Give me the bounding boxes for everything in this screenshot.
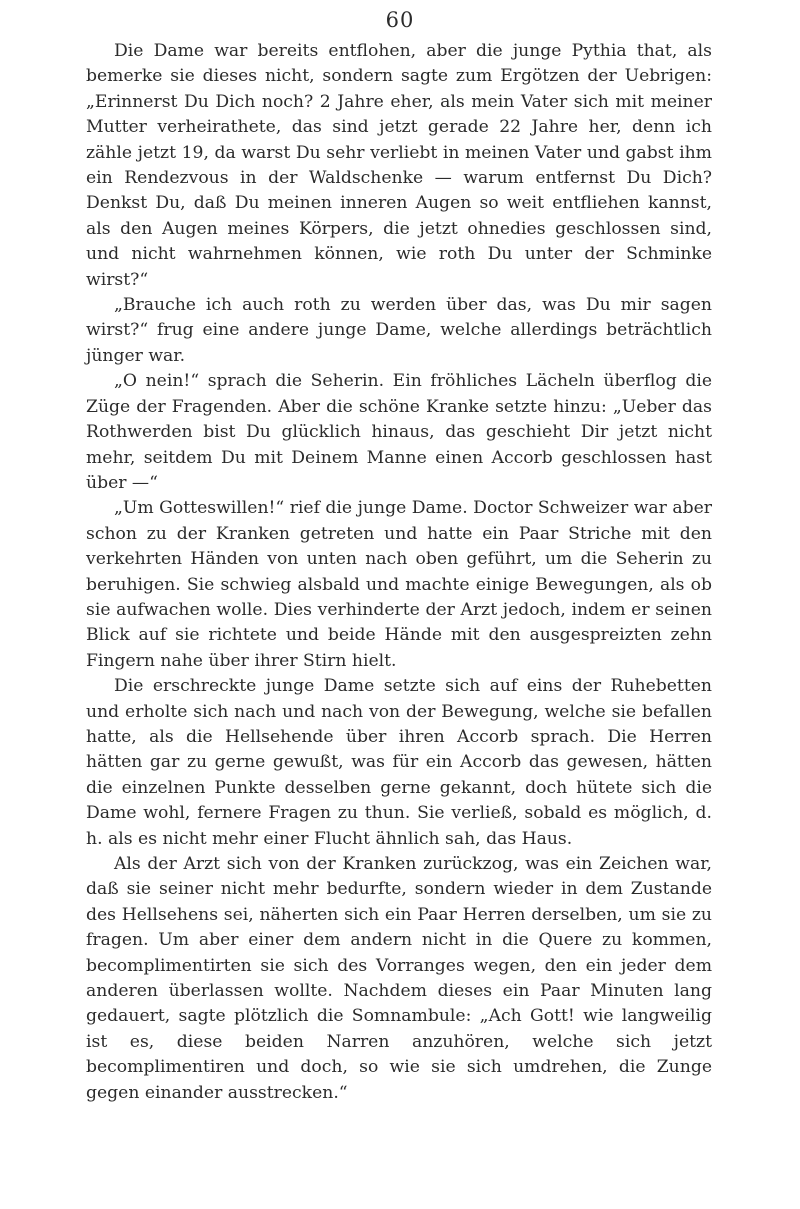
paragraph: Die Dame war bereits entflohen, aber die junge Pythia that, als bemerke sie dieses nicht, sondern sagte zum Ergötzen der Uebrigen: „Erinnerst Du Dich noch? 2 Jahre eher, als mein Vater sich mit meiner Mutter verheirathete, das sind jetzt gerade 22 Jahre her, denn ich zähle jetzt 19, da warst Du sehr verliebt in meinen Vater und gabst ihm ein Rendezvous in der Waldschenke — warum entfernst Du Dich? Denkst Du, daß Du meinen inneren Augen so weit entfliehen kannst, als den Augen meines Körpers, die jetzt ohnedies geschlossen sind, und nicht wahrnehmen können, wie roth Du unter der Schminke wirst?“ <box>86 41 712 290</box>
paragraph: „Brauche ich auch roth zu werden über das, was Du mir sagen wirst?“ frug eine andere junge Dame, welche allerdings beträchtlich jünger war. <box>86 295 712 366</box>
paragraph: Als der Arzt sich von der Kranken zurückzog, was ein Zeichen war, daß sie seiner nicht mehr bedurfte, sondern wieder in dem Zustande des Hellsehens sei, näherten sich ein Paar Herren derselben, um sie zu fragen. Um aber einer dem andern nicht in die Quere zu kommen, becomplimentirten sie sich des Vorranges wegen, den ein jeder dem anderen überlassen wollte. Nachdem dieses ein Paar Minuten lang gedauert, sagte plötzlich die Somnambule: „Ach Gott! wie langweilig ist es, diese beiden Narren anzuhören, welche sich jetzt becomplimentiren und doch, so wie sie sich umdrehen, die Zunge gegen einander ausstrecken.“ <box>86 854 712 1103</box>
paragraph: „O nein!“ sprach die Seherin. Ein fröhliches Lächeln überflog die Züge der Fragenden. Aber die schöne Kranke setzte hinzu: „Ueber das Rothwerden bist Du glücklich hinaus, das geschieht Dir jetzt nicht mehr, seitdem Du mit Deinem Manne einen Accorb geschlossen hast über —“ <box>86 371 712 493</box>
paragraph: Die erschreckte junge Dame setzte sich auf eins der Ruhebetten und erholte sich nach und nach von der Bewegung, welche sie befallen hatte, als die Hellsehende über ihren Accorb sprach. Die Herren hätten gar zu gerne gewußt, was für ein Accorb das gewesen, hätten die einzelnen Punkte desselben gerne gekannt, doch hütete sich die Dame wohl, fernere Fragen zu thun. Sie verließ, sobald es möglich, d. h. als es nicht mehr einer Flucht ähnlich sah, das Haus. <box>86 676 712 849</box>
paragraph: „Um Gotteswillen!“ rief die junge Dame. Doctor Schweizer war aber schon zu der Kranken getreten und hatte ein Paar Striche mit den verkehrten Händen von unten nach oben geführt, um die Seherin zu beruhigen. Sie schwieg alsbald und machte einige Bewegungen, als ob sie aufwachen wolle. Dies verhinderte der Arzt jedoch, indem er seinen Blick auf sie richtete und beide Hände mit den ausgespreizten zehn Fingern nahe über ihrer Stirn hielt. <box>86 498 712 671</box>
page-number: 60 <box>385 8 415 32</box>
body-text <box>86 39 712 1106</box>
